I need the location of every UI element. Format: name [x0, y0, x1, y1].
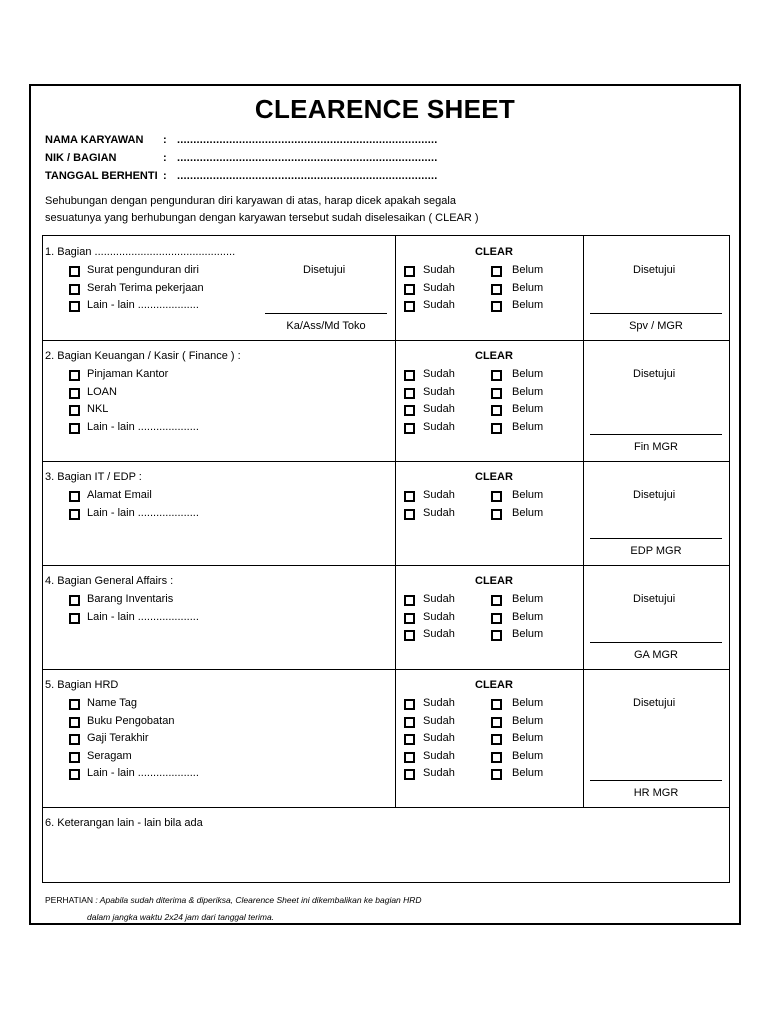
row-divider — [43, 461, 729, 462]
signature-line — [590, 313, 722, 314]
checkbox-belum[interactable] — [491, 630, 502, 641]
checkbox-sudah[interactable] — [404, 370, 415, 381]
belum-label: Belum — [512, 299, 544, 311]
belum-label: Belum — [512, 281, 544, 294]
belum-label: Belum — [512, 697, 544, 709]
sudah-label: Sudah — [423, 368, 455, 380]
checkbox-item[interactable] — [69, 301, 80, 312]
checkbox-belum[interactable] — [491, 699, 502, 710]
item-label: Pinjaman Kantor — [87, 368, 169, 380]
signature-line — [590, 642, 722, 643]
sudah-label: Sudah — [423, 732, 455, 744]
checkbox-sudah[interactable] — [404, 266, 415, 277]
signer-label: GA MGR — [633, 649, 678, 661]
item-label: Name Tag — [87, 697, 137, 709]
intro-line-2: sesuatunya yang berhubungan dengan karyawan tersebut sudah diselesaikan ( CLEAR ) — [45, 212, 479, 224]
belum-label: Belum — [512, 767, 544, 779]
signature-line — [590, 538, 722, 539]
belum-label: Belum — [512, 714, 544, 727]
belum-label: Belum — [512, 385, 544, 398]
field-nik-bagian: NIK / BAGIAN : ................................................................................ — [45, 152, 438, 164]
item-label: Lain - lain .................... — [87, 767, 199, 779]
checkbox-belum[interactable] — [491, 752, 502, 763]
sudah-label: Sudah — [423, 281, 455, 294]
sudah-label: Sudah — [423, 593, 455, 605]
checkbox-sudah[interactable] — [404, 509, 415, 520]
checkbox-item[interactable] — [69, 769, 80, 780]
checkbox-sudah[interactable] — [404, 613, 415, 624]
checkbox-sudah[interactable] — [404, 769, 415, 780]
item-label: Seragam — [87, 749, 132, 762]
belum-label: Belum — [512, 593, 544, 605]
signer-label: HR MGR — [633, 787, 679, 799]
section-heading: 2. Bagian Keuangan / Kasir ( Finance ) : — [45, 350, 241, 362]
checkbox-belum[interactable] — [491, 613, 502, 624]
checkbox-sudah[interactable] — [404, 284, 415, 295]
approval-label: Disetujui — [633, 593, 676, 605]
section-heading: 5. Bagian HRD — [45, 679, 119, 691]
item-label: Lain - lain .................... — [87, 506, 199, 519]
mid-signer-label: Ka/Ass/Md Toko — [286, 320, 366, 332]
item-label: Lain - lain .................... — [87, 299, 199, 311]
signer-label: Spv / MGR — [629, 320, 683, 332]
checkbox-item[interactable] — [69, 734, 80, 745]
clear-header: CLEAR — [475, 246, 513, 258]
mid-signature-line — [265, 313, 387, 314]
field-tanggal-berhenti: TANGGAL BERHENTI : ................................................................................ — [45, 170, 438, 182]
checkbox-belum[interactable] — [491, 388, 502, 399]
row-divider — [43, 807, 729, 808]
checkbox-item[interactable] — [69, 284, 80, 295]
checkbox-item[interactable] — [69, 509, 80, 520]
notice-line-1: PERHATIAN : Apabila sudah diterima & diperiksa, Clearence Sheet ini dikembalikan ke bagian HRD — [45, 895, 422, 905]
intro-line-1: Sehubungan dengan pengunduran diri karyawan di atas, harap dicek apakah segala — [45, 195, 456, 207]
clearance-sheet — [29, 84, 741, 925]
belum-label: Belum — [512, 732, 544, 744]
belum-label: Belum — [512, 749, 544, 762]
sudah-label: Sudah — [423, 385, 455, 398]
section-heading: 4. Bagian General Affairs : — [45, 575, 174, 587]
checkbox-sudah[interactable] — [404, 491, 415, 502]
checkbox-belum[interactable] — [491, 405, 502, 416]
checkbox-item[interactable] — [69, 370, 80, 381]
approval-label: Disetujui — [633, 368, 676, 380]
sudah-label: Sudah — [423, 767, 455, 779]
field-nama-karyawan: NAMA KARYAWAN : ................................................................................ — [45, 134, 438, 146]
notice-label: PERHATIAN — [45, 895, 94, 905]
item-label: Lain - lain .................... — [87, 610, 199, 623]
clear-header: CLEAR — [475, 575, 513, 587]
checkbox-sudah[interactable] — [404, 752, 415, 763]
section-heading: 3. Bagian IT / EDP : — [45, 471, 142, 483]
checkbox-item[interactable] — [69, 491, 80, 502]
item-label: Alamat Email — [87, 489, 152, 501]
item-label: Surat pengunduran diri — [87, 264, 199, 276]
checkbox-sudah[interactable] — [404, 405, 415, 416]
sudah-label: Sudah — [423, 506, 455, 519]
clear-header: CLEAR — [475, 679, 513, 691]
clear-header: CLEAR — [475, 471, 513, 483]
row-divider — [43, 669, 729, 670]
checkbox-item[interactable] — [69, 717, 80, 728]
signer-label: Fin MGR — [634, 441, 678, 453]
checkbox-item[interactable] — [69, 388, 80, 399]
row-divider — [43, 340, 729, 341]
notice-line-2: dalam jangka waktu 2x24 jam dari tanggal terima. — [87, 912, 275, 922]
page-title: CLEARENCE SHEET — [254, 94, 516, 124]
checkbox-item[interactable] — [69, 613, 80, 624]
sudah-label: Sudah — [423, 299, 455, 311]
checkbox-belum[interactable] — [491, 491, 502, 502]
sudah-label: Sudah — [423, 489, 455, 501]
checkbox-belum[interactable] — [491, 717, 502, 728]
item-label: Buku Pengobatan — [87, 714, 175, 727]
belum-label: Belum — [512, 628, 544, 640]
checkbox-belum[interactable] — [491, 370, 502, 381]
item-label: Serah Terima pekerjaan — [87, 281, 204, 294]
belum-label: Belum — [512, 368, 544, 380]
checkbox-sudah[interactable] — [404, 717, 415, 728]
checkbox-belum[interactable] — [491, 423, 502, 434]
remarks-label: 6. Keterangan lain - lain bila ada — [45, 817, 203, 829]
checkbox-item[interactable] — [69, 266, 80, 277]
row-divider — [43, 565, 729, 566]
sudah-label: Sudah — [423, 264, 455, 276]
section-heading: 1. Bagian .............................................. — [45, 246, 236, 258]
checkbox-belum[interactable] — [491, 301, 502, 312]
sudah-label: Sudah — [423, 403, 455, 415]
checkbox-item[interactable] — [69, 699, 80, 710]
checkbox-sudah[interactable] — [404, 423, 415, 434]
sudah-label: Sudah — [423, 610, 455, 623]
checkbox-belum[interactable] — [491, 284, 502, 295]
checkbox-item[interactable] — [69, 752, 80, 763]
signer-label: EDP MGR — [630, 545, 682, 557]
checkbox-item[interactable] — [69, 423, 80, 434]
approval-label: Disetujui — [633, 697, 676, 709]
checkbox-item[interactable] — [69, 595, 80, 606]
belum-label: Belum — [512, 264, 544, 276]
approval-label: Disetujui — [633, 489, 676, 501]
checkbox-sudah[interactable] — [404, 595, 415, 606]
clear-header: CLEAR — [475, 350, 513, 362]
checkbox-sudah[interactable] — [404, 734, 415, 745]
item-label: Barang Inventaris — [87, 593, 174, 605]
checkbox-item[interactable] — [69, 405, 80, 416]
checkbox-sudah[interactable] — [404, 388, 415, 399]
sudah-label: Sudah — [423, 697, 455, 709]
mid-approval-label: Disetujui — [303, 264, 346, 276]
checkbox-belum[interactable] — [491, 509, 502, 520]
checkbox-belum[interactable] — [491, 769, 502, 780]
clearance-table — [42, 235, 730, 883]
belum-label: Belum — [512, 506, 544, 519]
checkbox-sudah[interactable] — [404, 699, 415, 710]
belum-label: Belum — [512, 610, 544, 623]
checkbox-belum[interactable] — [491, 734, 502, 745]
sudah-label: Sudah — [423, 420, 455, 433]
checkbox-sudah[interactable] — [404, 301, 415, 312]
signature-line — [590, 434, 722, 435]
approval-label: Disetujui — [633, 264, 676, 276]
belum-label: Belum — [512, 403, 544, 415]
signature-line — [590, 780, 722, 781]
sudah-label: Sudah — [423, 749, 455, 762]
belum-label: Belum — [512, 420, 544, 433]
belum-label: Belum — [512, 489, 544, 501]
checkbox-sudah[interactable] — [404, 630, 415, 641]
item-label: LOAN — [87, 385, 117, 398]
item-label: Gaji Terakhir — [87, 732, 149, 744]
sudah-label: Sudah — [423, 714, 455, 727]
checkbox-belum[interactable] — [491, 266, 502, 277]
item-label: Lain - lain .................... — [87, 420, 199, 433]
sudah-label: Sudah — [423, 628, 455, 640]
item-label: NKL — [87, 403, 109, 415]
checkbox-belum[interactable] — [491, 595, 502, 606]
column-divider-clear — [395, 236, 396, 807]
